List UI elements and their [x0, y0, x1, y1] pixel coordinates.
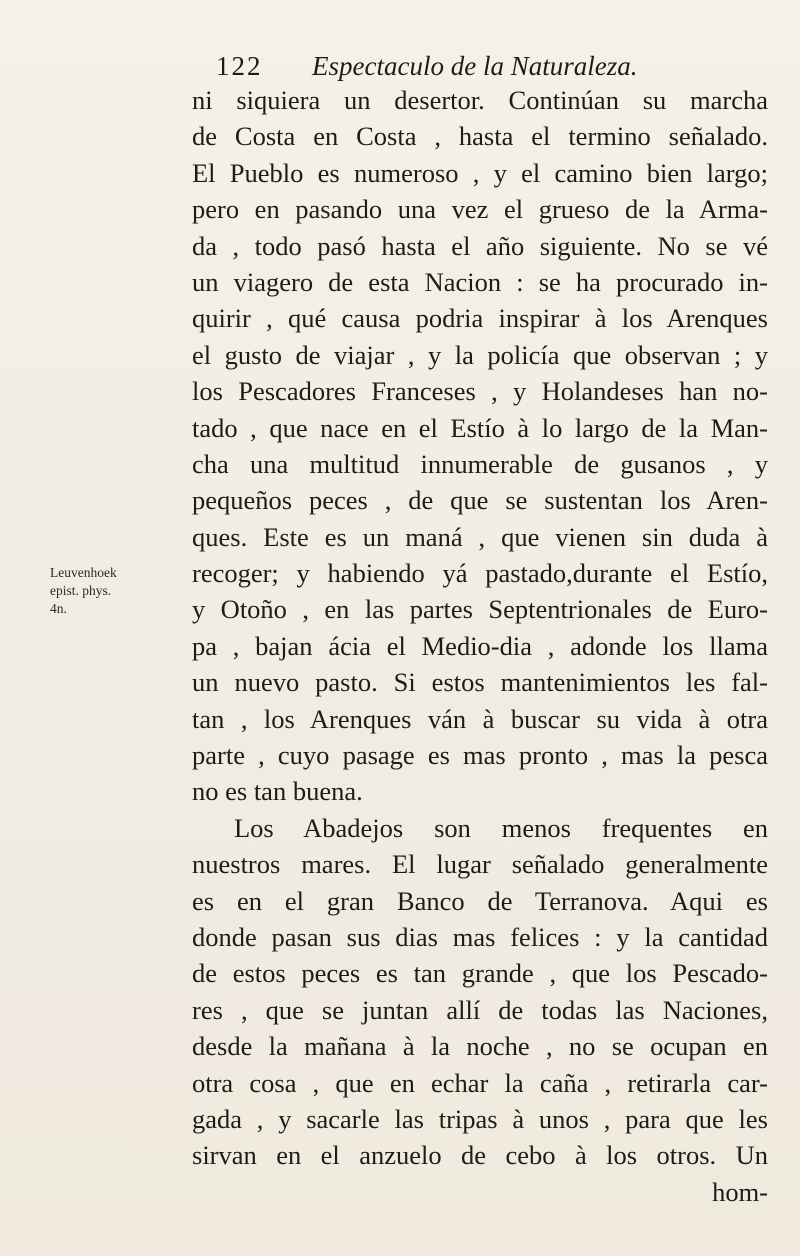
running-title: Espectaculo de la Naturaleza. — [312, 51, 638, 81]
margin-note-number: 4n. — [50, 601, 67, 616]
text-line: cha una multitud innumerable de gusanos , y — [192, 448, 768, 479]
text-line: y Otoño , en las partes Septentrionales de Euro- — [192, 594, 768, 625]
catchword: hom- — [712, 1176, 768, 1207]
text-line: de estos peces es tan grande , que los Pescado- — [192, 958, 768, 989]
text-line: res , que se juntan allí de todas las Naciones, — [192, 994, 768, 1025]
text-line: ni siquiera un desertor. Continúan su marcha — [192, 85, 768, 115]
margin-note — [50, 564, 188, 618]
text-line: pa , bajan ácia el Medio-dia , adonde los llama — [192, 630, 768, 661]
text-line: pequeños peces , de que se sustentan los Aren- — [192, 485, 768, 516]
text-line: parte , cuyo pasage es mas pronto , mas la pesca — [192, 740, 768, 771]
text-line: un viagero de esta Nacion : se ha procurado in- — [192, 266, 768, 297]
margin-note-author: Leuvenhoek — [50, 565, 117, 580]
text-line: desde la mañana à la noche , no se ocupan en — [192, 1031, 768, 1062]
body-text — [192, 82, 768, 1210]
text-line: ques. Este es un maná , que vienen sin duda à — [192, 521, 768, 552]
text-line: es en el gran Banco de Terranova. Aqui es — [192, 885, 768, 916]
text-line: otra cosa , que en echar la caña , retirarla car- — [192, 1067, 768, 1098]
page-header — [216, 46, 776, 86]
text-line: da , todo pasó hasta el año siguiente. No se vé — [192, 230, 768, 261]
text-line: tan , los Arenques ván à buscar su vida à otra — [192, 703, 768, 734]
text-line: no es tan buena. — [192, 776, 363, 807]
text-line: El Pueblo es numeroso , y el camino bien largo; — [192, 157, 768, 188]
text-line: el gusto de viajar , y la policía que observan ; y — [192, 339, 768, 370]
text-line: de Costa en Costa , hasta el termino señalado. — [192, 121, 768, 152]
text-line: recoger; y habiendo yá pastado,durante el Estío, — [192, 558, 768, 589]
text-line: sirvan en el anzuelo de cebo à los otros. Un — [192, 1140, 768, 1171]
text-line: tado , que nace en el Estío à lo largo de la Man- — [192, 412, 768, 443]
text-line: donde pasan sus dias mas felices : y la cantidad — [192, 921, 768, 952]
margin-note-work: epist. phys. — [50, 583, 112, 598]
text-line: nuestros mares. El lugar señalado generalmente — [192, 849, 768, 880]
text-line: un nuevo pasto. Si estos mantenimientos les fal- — [192, 667, 768, 698]
text-line: pero en pasando una vez el grueso de la Arma- — [192, 194, 768, 225]
text-line: Los Abadejos son menos frequentes en — [234, 812, 768, 843]
text-line: quirir , qué causa podria inspirar à los Arenques — [192, 303, 768, 334]
page-number: 122 — [216, 51, 263, 81]
text-line: gada , y sacarle las tripas à unos , para que les — [192, 1103, 768, 1134]
text-line: los Pescadores Franceses , y Holandeses han no- — [192, 376, 768, 407]
